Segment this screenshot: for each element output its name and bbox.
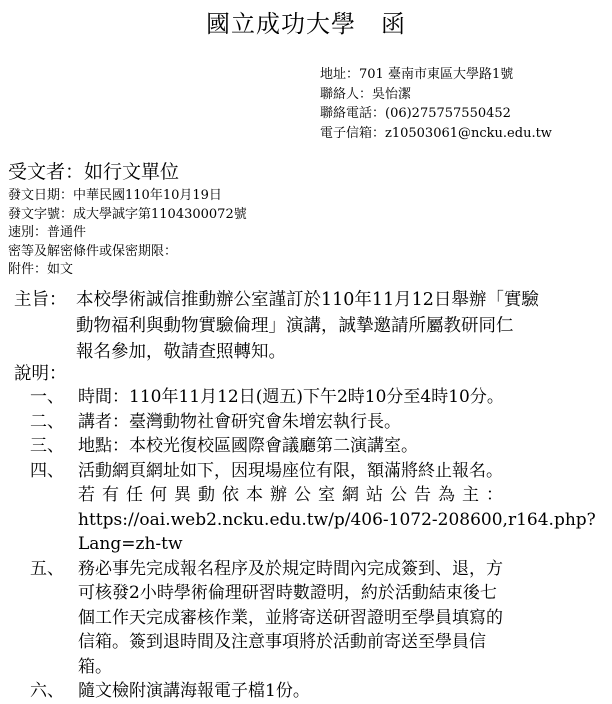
item-body: [78, 557, 612, 680]
item-line: 地點：本校光復校區國際會議廳第二演講室。: [78, 436, 418, 456]
item-number: 五、: [30, 558, 64, 579]
subject-line: 本校學術誠信推動辦公室謹訂於110年11月12日舉辦「實驗: [76, 290, 539, 310]
explanation-item: [0, 410, 612, 435]
item-line: 時間：110年11月12日(週五)下午2時10分至4時10分。: [78, 387, 504, 407]
delivery-speed: 速別：普通件: [8, 225, 87, 240]
document-meta: [8, 187, 247, 280]
explanation-item: [0, 557, 612, 680]
contact-phone: 聯絡電話：(06)275757550452: [320, 106, 511, 121]
event-url: https://oai.web2.ncku.edu.tw/p/406-1072-208600,r164.php?: [78, 509, 596, 530]
item-body: [78, 410, 612, 435]
document-title: 國立成功大學 函: [206, 10, 406, 38]
explanation-item: [0, 385, 612, 410]
attachment-note: 附件：如文: [8, 262, 74, 277]
contact-person: 聯絡人：吳怡潔: [320, 86, 412, 102]
item-body: [78, 434, 612, 459]
item-number: 一、: [30, 387, 64, 407]
item-line: 活動網頁網址如下，因現場座位有限，額滿將終止報名。: [78, 460, 503, 481]
secrecy-level: 密等及解密條件或保密期限：: [8, 243, 178, 259]
document-number: 發文字號：成大學誠字第1104300072號: [8, 206, 247, 222]
item-line: 個工作天完成審核作業，並將寄送研習證明至學員填寫的: [78, 607, 503, 628]
contact-email: 電子信箱：z10503061@ncku.edu.tw: [320, 125, 552, 141]
explanation-item: [0, 434, 612, 459]
subject-text: [76, 287, 606, 365]
recipient-line: 受文者：如行文單位: [8, 161, 180, 183]
issue-date: 發文日期：中華民國110年10月19日: [8, 188, 222, 203]
contact-address: 地址：701 臺南市東區大學路1號: [320, 67, 514, 82]
item-body: [78, 459, 612, 557]
item-number: 六、: [30, 681, 64, 701]
item-line: 箱。: [78, 656, 112, 677]
contact-info: [320, 65, 552, 143]
subject-label: 主旨：: [14, 290, 67, 310]
item-number: 三、: [30, 436, 64, 456]
item-line: 務必事先完成報名程序及於規定時間內完成簽到、退，方: [78, 558, 503, 579]
item-line: 可核發2小時學術倫理研習時數證明，約於活動結束後七: [78, 583, 497, 603]
item-line: 若有任何異動依本辦公室網站公告為主：: [78, 485, 510, 505]
item-number: 二、: [30, 411, 64, 432]
item-number: 四、: [30, 460, 64, 481]
subject-line: 報名參加，敬請查照轉知。: [76, 342, 286, 362]
item-line: 講者：臺灣動物社會研究會朱增宏執行長。: [78, 411, 401, 432]
item-line: 信箱。簽到退時間及注意事項將於活動前寄送至學員信: [78, 632, 486, 652]
item-body: [78, 385, 612, 410]
explanation-list: [0, 385, 612, 704]
event-url-continued: Lang=zh-tw: [78, 534, 183, 554]
subject-line: 動物福利與動物實驗倫理」演講，誠摯邀請所屬教研同仁: [76, 316, 514, 336]
explanation-item: [0, 459, 612, 557]
explanation-label: 說明：: [14, 364, 67, 384]
item-line: 隨文檢附演講海報電子檔1份。: [78, 681, 310, 701]
